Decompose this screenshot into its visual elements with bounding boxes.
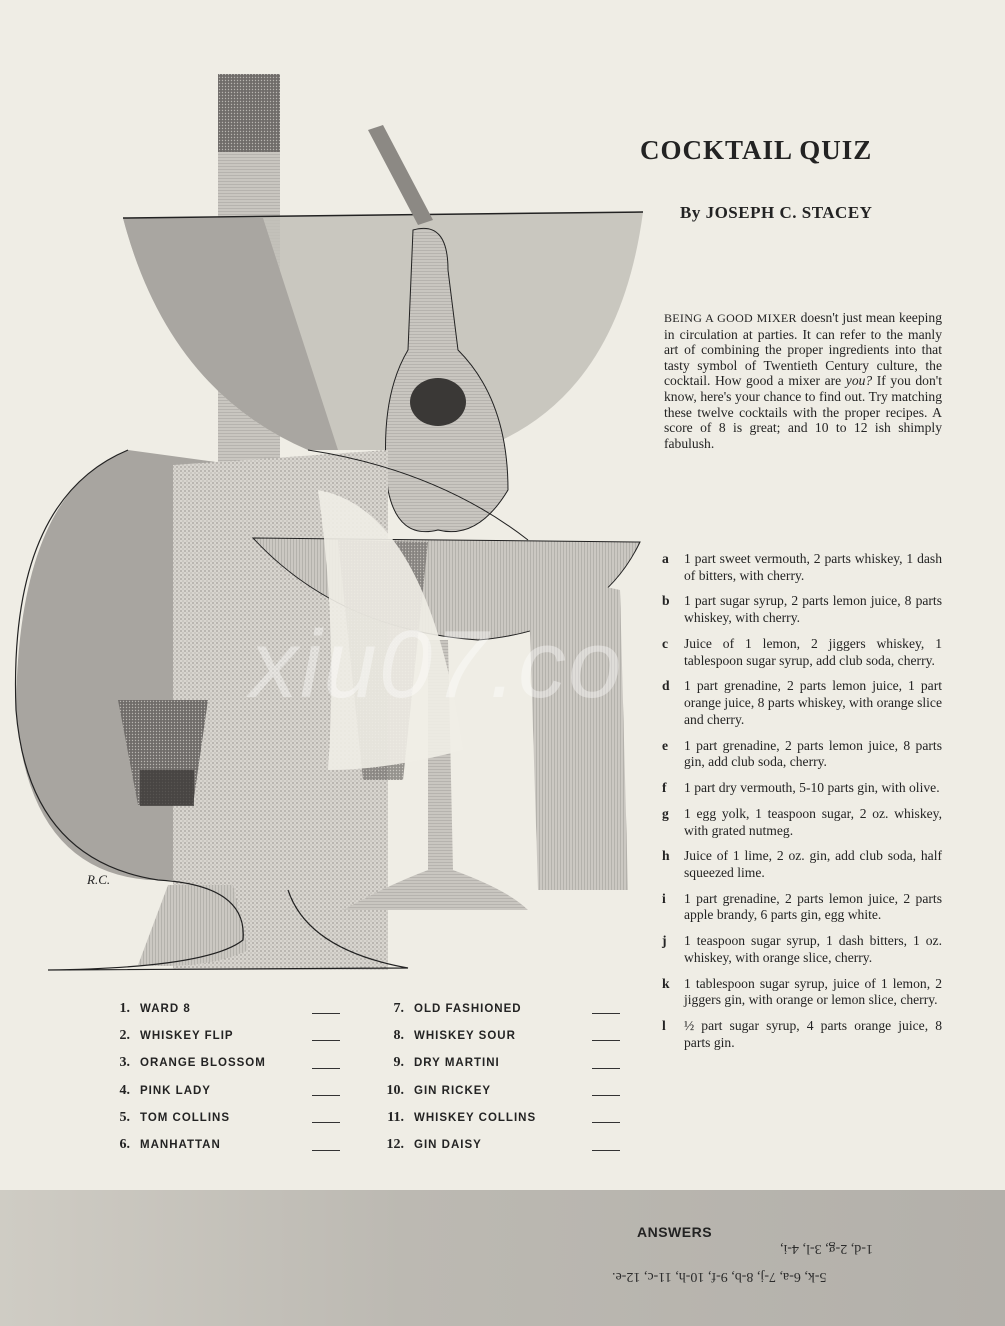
answer-blank[interactable]	[592, 1030, 620, 1041]
right-panel-shape	[528, 570, 628, 890]
cocktail-number: 12.	[386, 1137, 404, 1153]
article-byline: By JOSEPH C. STACEY	[680, 203, 873, 222]
recipe-key: c	[662, 635, 669, 651]
recipe-item	[662, 933, 942, 966]
stirrer-shape	[368, 125, 433, 225]
cocktail-number: 3.	[119, 1055, 130, 1071]
cocktail-number: 11.	[387, 1109, 404, 1125]
intro-you: you?	[845, 373, 873, 389]
recipe-key: g	[662, 805, 669, 821]
snifter-stem-shape	[138, 885, 248, 966]
cocktail-name: ORANGE BLOSSOM	[140, 1057, 266, 1070]
answers-label: ANSWERS	[637, 1224, 713, 1240]
cocktail-item	[380, 1022, 620, 1049]
recipe-text: ½ part sugar syrup, 4 parts orange juice, 8 parts gin.	[684, 1018, 942, 1050]
cocktail-name: TOM COLLINS	[140, 1111, 231, 1124]
recipe-key: f	[662, 780, 667, 796]
cocktail-number: 5.	[119, 1109, 130, 1125]
intro-lead: BEING A GOOD MIXER	[664, 311, 797, 325]
cocktail-name: WHISKEY COLLINS	[414, 1111, 537, 1124]
answer-blank[interactable]	[592, 1058, 620, 1069]
cocktail-number: 10.	[386, 1082, 404, 1098]
recipe-list	[662, 551, 942, 1061]
cocktail-name: GIN DAISY	[414, 1139, 482, 1152]
recipe-item	[662, 636, 942, 669]
cocktail-list-right	[380, 995, 620, 1159]
answer-blank[interactable]	[592, 1003, 620, 1014]
answer-blank[interactable]	[312, 1112, 340, 1123]
cocktail-item	[110, 1050, 340, 1077]
cocktail-number: 2.	[119, 1027, 130, 1043]
answer-blank[interactable]	[592, 1140, 620, 1151]
recipe-key: b	[662, 593, 670, 609]
recipe-key: l	[662, 1018, 666, 1034]
cocktail-number: 6.	[119, 1137, 130, 1153]
answer-blank[interactable]	[312, 1003, 340, 1014]
cocktail-number: 8.	[393, 1027, 404, 1043]
recipe-item	[662, 678, 942, 728]
artist-signature: R.C.	[87, 872, 111, 887]
cocktail-item	[110, 1104, 340, 1131]
recipe-key: k	[662, 975, 670, 991]
bottle-neck-shape	[218, 74, 280, 152]
recipe-key: d	[662, 678, 670, 694]
recipe-item	[662, 593, 942, 626]
recipe-key: e	[662, 737, 669, 753]
answers-line-1: 1-d, 2-g, 3-l, 4-i,	[780, 1241, 873, 1256]
cocktail-name: OLD FASHIONED	[414, 1002, 522, 1015]
recipe-item	[662, 976, 942, 1009]
cocktail-number: 7.	[393, 1000, 404, 1016]
recipe-item	[662, 1018, 942, 1051]
cocktail-name: WHISKEY SOUR	[414, 1029, 516, 1042]
recipe-item	[662, 806, 942, 839]
answer-blank[interactable]	[312, 1085, 340, 1096]
cocktail-item	[380, 1104, 620, 1131]
answer-blank[interactable]	[592, 1112, 620, 1123]
cocktail-list-left	[110, 995, 340, 1159]
recipe-text: 1 tablespoon sugar syrup, juice of 1 lemon, 2 jiggers gin, with orange or lemon slice, cherry.	[684, 975, 942, 1008]
recipe-item	[662, 848, 942, 881]
cocktail-name: WARD 8	[140, 1002, 191, 1015]
dark-olive-shape	[410, 378, 466, 426]
cocktail-name: GIN RICKEY	[414, 1084, 492, 1097]
recipe-text: 1 part dry vermouth, 5-10 parts gin, with olive.	[684, 780, 940, 796]
answers-band	[0, 1190, 1005, 1326]
recipe-text: 1 part grenadine, 2 parts lemon juice, 8 parts gin, add club soda, cherry.	[684, 737, 942, 770]
cocktail-number: 4.	[119, 1082, 130, 1098]
cocktail-item	[380, 1131, 620, 1158]
recipe-key: h	[662, 848, 670, 864]
cocktail-name: MANHATTAN	[140, 1139, 221, 1152]
recipe-text: 1 part grenadine, 2 parts lemon juice, 2 parts apple brandy, 6 parts gin, egg white.	[684, 890, 942, 923]
recipe-item	[662, 891, 942, 924]
answers-line-2: 5-k, 6-a, 7-j, 8-b, 9-f, 10-h, 11-c, 12-e.	[612, 1269, 827, 1284]
recipe-text: 1 teaspoon sugar syrup, 1 dash bitters, 1 oz. whiskey, with orange slice, cherry.	[684, 933, 942, 965]
cocktail-item	[110, 1131, 340, 1158]
cocktail-item	[380, 1077, 620, 1104]
intro-paragraph	[664, 310, 942, 451]
recipe-item	[662, 780, 942, 797]
article-title: COCKTAIL QUIZ	[640, 135, 873, 165]
cocktail-item	[380, 995, 620, 1022]
recipe-text: Juice of 1 lime, 2 oz. gin, add club soda, half squeezed lime.	[684, 848, 942, 880]
tumbler-base-shape	[140, 770, 194, 806]
cocktail-item	[110, 1022, 340, 1049]
cocktail-illustration	[8, 70, 648, 980]
answer-blank[interactable]	[592, 1085, 620, 1096]
intro-body-1: doesn't just mean keeping in circulation at parties. It can refer to the manly art of combining the proper ingredients into that tasty symbol of Twentieth Century culture, the cocktail. How good a mixer are	[664, 310, 942, 389]
cocktail-item	[110, 1077, 340, 1104]
cocktail-name: PINK LADY	[140, 1084, 211, 1097]
watermark: xiu07.co	[250, 611, 624, 718]
cocktail-name: WHISKEY FLIP	[140, 1029, 234, 1042]
answer-blank[interactable]	[312, 1140, 340, 1151]
answer-blank[interactable]	[312, 1058, 340, 1069]
recipe-key: j	[662, 933, 667, 949]
cocktail-name: DRY MARTINI	[414, 1057, 500, 1070]
cocktail-number: 1.	[119, 1000, 130, 1016]
recipe-text: 1 part sweet vermouth, 2 parts whiskey, 1 dash of bitters, with cherry.	[684, 551, 942, 583]
recipe-text: Juice of 1 lemon, 2 jiggers whiskey, 1 tablespoon sugar syrup, add club soda, cherry.	[684, 635, 942, 668]
recipe-key: a	[662, 551, 669, 566]
recipe-item	[662, 738, 942, 771]
recipe-text: 1 egg yolk, 1 teaspoon sugar, 2 oz. whiskey, with grated nutmeg.	[684, 805, 942, 838]
recipe-text: 1 part grenadine, 2 parts lemon juice, 1 part orange juice, 8 parts whiskey, with orange slice and cherry.	[684, 678, 942, 727]
recipe-key: i	[662, 890, 666, 906]
cocktail-item	[380, 1050, 620, 1077]
answer-blank[interactable]	[312, 1030, 340, 1041]
cocktail-number: 9.	[393, 1055, 404, 1071]
recipe-item	[662, 551, 942, 584]
intro-body-2: If you don't know, here's your chance to find out. Try matching these twelve cocktails with the proper recipes. A score of 8 is great; and 10 to 12 ish shimply fabulush.	[664, 373, 942, 451]
recipe-text: 1 part sugar syrup, 2 parts lemon juice, 8 parts whiskey, with cherry.	[684, 593, 942, 626]
cocktail-item	[110, 995, 340, 1022]
